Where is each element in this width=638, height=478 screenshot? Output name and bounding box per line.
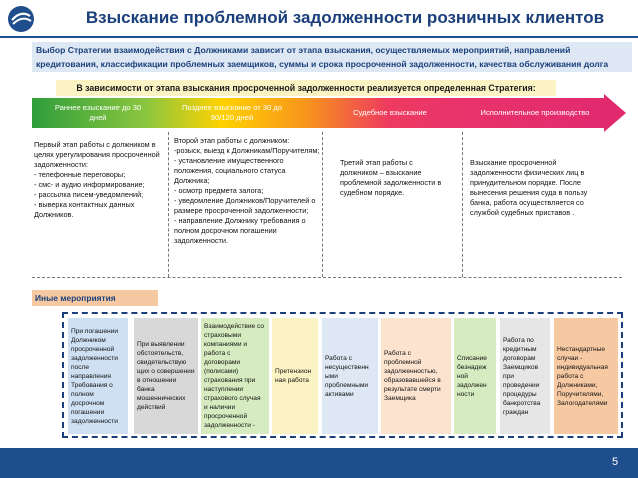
stage-description-enforcement: Взыскание просроченной задолженности физических лиц в принудительном порядке. После вынесения решения суда в пользу банка, работа осуществляется со службой судебных приставов .: [470, 158, 588, 217]
section-divider: [32, 277, 622, 278]
column-separator: [322, 132, 323, 277]
measure-card: [201, 318, 269, 434]
measure-text: Взаимодействие со страховыми компаниями и работа с договорами (полисами) страхования при наступлении страхового случая и наличии просроченной задолженности -: [204, 323, 265, 429]
measure-card: [322, 318, 378, 434]
measure-text: Работа с проблемной задолженностью, образовавшейся в результате смерти Заемщика: [384, 350, 441, 402]
measure-card: [68, 318, 128, 434]
stage-label-early: Раннее взыскание до 30 дней: [54, 103, 142, 122]
stage-description-late: Второй этап работы с должником: -розыск, выезд к Должникам/Поручителям; - установление имущественного положения, социального статуса Должника; - осмотр предмета залога; - уведомление Должников/Поручителей о размере просроченной задолженности; - направление Должнику требования о полном досрочном погашении задолженности.: [174, 136, 320, 245]
strategy-subheading: В зависимости от этапа взыскания просроченной задолженности реализуется определенная Стратегия:: [56, 80, 556, 96]
footer-bar: [0, 448, 638, 478]
stage-description-court: Третий этап работы с должником – взыскание проблемной задолженности в судебном порядке.: [340, 158, 442, 197]
measure-text: Списание безнадеж ной задолжен ности: [457, 354, 487, 398]
measure-text: Нестандартные случаи - индивидуальная работа с Должниками, Поручителями, Залогодателями: [557, 345, 608, 407]
measure-text: При выявлении обстоятельств, свидетельствую щих о совершении в отношении банка мошеннических действий: [137, 341, 195, 411]
column-separator: [462, 132, 463, 277]
other-measures-label: Иные мероприятия: [32, 290, 158, 306]
measure-text: Работа по кредитным договорам Заемщиков при проведении процедуры банкротства граждан: [503, 336, 541, 416]
stage-label-court: Судебное взыскание: [353, 108, 427, 117]
stage-label-enforcement: Исполнительное производство: [480, 108, 590, 117]
intro-text: Выбор Стратегии взаимодействия с Должниками зависит от этапа взыскания, осуществляемых мероприятий, направлений кредитования, классификации проблемных заемщиков, суммы и срока просроченной задолженности, качества обслуживания долга: [32, 42, 632, 72]
page-number: 5: [612, 456, 619, 468]
measure-card: [454, 318, 496, 434]
bank-logo-icon: [6, 4, 36, 34]
measure-text: Работа с несущественн ыми проблемными активами: [325, 354, 369, 398]
stage-description-early: Первый этап работы с должником в целях урегулирования просроченной задолженности: - телефонные переговоры; - смс- и аудио информирование; - рассылка писем-уведомлений; - выверка контактных данных Должников.: [34, 140, 160, 219]
measure-card: [554, 318, 618, 434]
measure-text: При погашении Должником просроченной задолженности после направления Требования о полном досрочном погашении задолженности: [71, 327, 119, 425]
measure-card: [381, 318, 451, 434]
page-title: Взыскание проблемной задолженности розничных клиентов: [85, 8, 605, 27]
measure-card: [500, 318, 550, 434]
measure-card: [134, 318, 198, 434]
title-divider: [0, 36, 638, 38]
column-separator: [168, 132, 169, 277]
measure-text: Претензион ная работа: [275, 368, 312, 384]
measure-card: [272, 318, 318, 434]
stage-label-late: Позднее взыскание от 30 до 90/120 дней: [181, 103, 283, 122]
